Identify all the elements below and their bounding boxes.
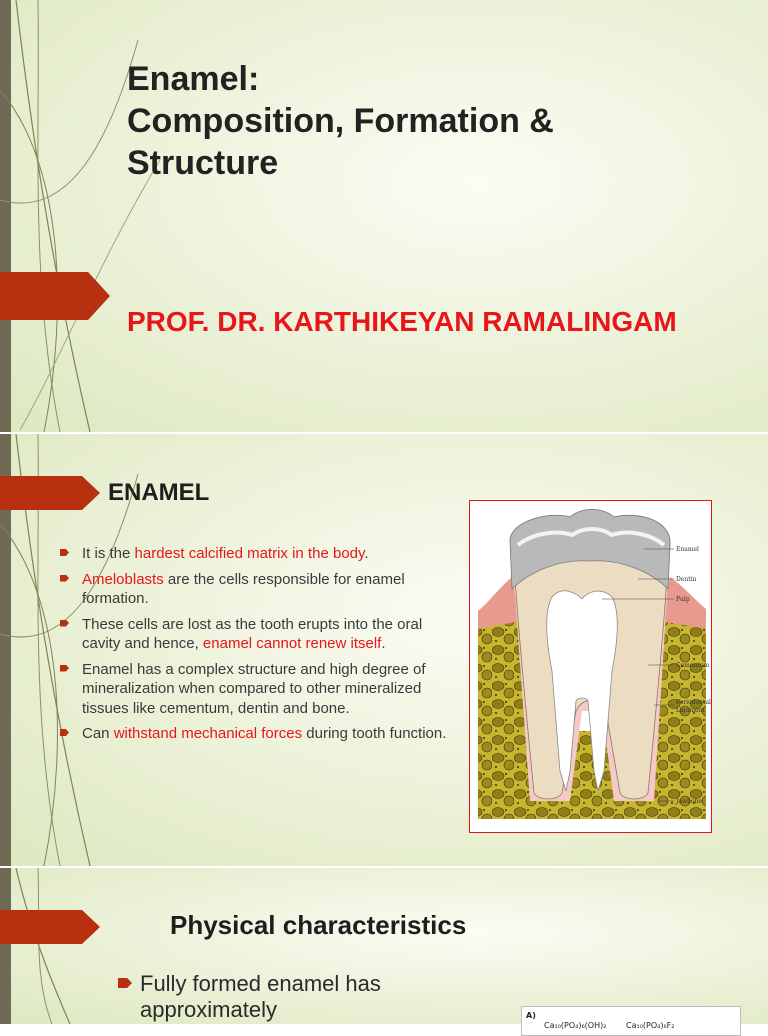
bullet-list	[60, 544, 460, 750]
tooth-diagram	[469, 500, 712, 833]
bullet-item	[60, 660, 460, 719]
bullet-text: Can	[82, 725, 114, 742]
label-jawbone: Jawbone	[676, 798, 702, 805]
tooth-diagram-svg	[470, 501, 713, 834]
formula-fluorapatite: Ca₁₀(PO₄)₆F₂	[626, 1021, 675, 1030]
bullet-text: Enamel has a complex structure and high degree of mineralization when compared to other mineralized tissues like cementum, dentin and bone.	[82, 660, 426, 717]
bullet-text: during tooth function.	[302, 725, 447, 742]
slide-title	[127, 58, 747, 184]
swirl-decoration	[0, 0, 140, 432]
arrow-tab	[0, 272, 110, 320]
bullet-list	[118, 971, 458, 1023]
highlighted-text: hardest calcified matrix in the body	[134, 545, 365, 562]
bullet-text: are the cells responsible for enamel formation.	[82, 570, 405, 607]
enamel-slide	[0, 434, 768, 866]
bullet-text: These cells are lost as the tooth erupts into the oral cavity and hence,	[82, 615, 423, 652]
bullet-text: .	[381, 635, 386, 652]
highlighted-text: withstand mechanical forces	[113, 725, 303, 742]
formula-hydroxyapatite: Ca₁₀(PO₄)₆(OH)₂	[544, 1021, 607, 1030]
label-pdl-1: Periodontal	[676, 699, 711, 706]
label-dentin: Dentin	[676, 576, 697, 583]
highlighted-text: Ameloblasts	[82, 570, 164, 588]
title-line: Composition, Formation &	[127, 102, 554, 140]
bullet-item	[60, 724, 460, 744]
label-cementum: Cementum	[676, 662, 710, 669]
label-pulp: Pulp	[676, 596, 690, 603]
author-name: PROF. DR. KARTHIKEYAN RAMALINGAM	[127, 306, 677, 337]
bullet-item	[60, 615, 460, 654]
bullet-text: .	[364, 545, 369, 562]
title-slide	[0, 0, 768, 432]
arrow-tab	[0, 910, 100, 944]
slide-heading: Physical characteristics	[170, 910, 467, 940]
bullet-text: It is the	[82, 545, 135, 562]
chemical-formula-panel	[521, 1006, 741, 1036]
slide-heading: ENAMEL	[108, 479, 210, 506]
highlighted-text: enamel cannot renew itself	[202, 635, 382, 652]
bullet-item: Fully formed enamel has approximately	[118, 971, 458, 1023]
panel-label: A)	[526, 1011, 536, 1020]
physical-characteristics-slide	[0, 868, 768, 1030]
arrow-tab	[0, 476, 100, 510]
title-line: Enamel:	[127, 60, 260, 98]
bullet-item	[60, 544, 460, 564]
label-enamel: Enamel	[676, 546, 699, 553]
bullet-item	[60, 570, 460, 609]
title-line: Structure	[127, 144, 279, 182]
label-pdl-2: Ligament	[676, 707, 705, 714]
